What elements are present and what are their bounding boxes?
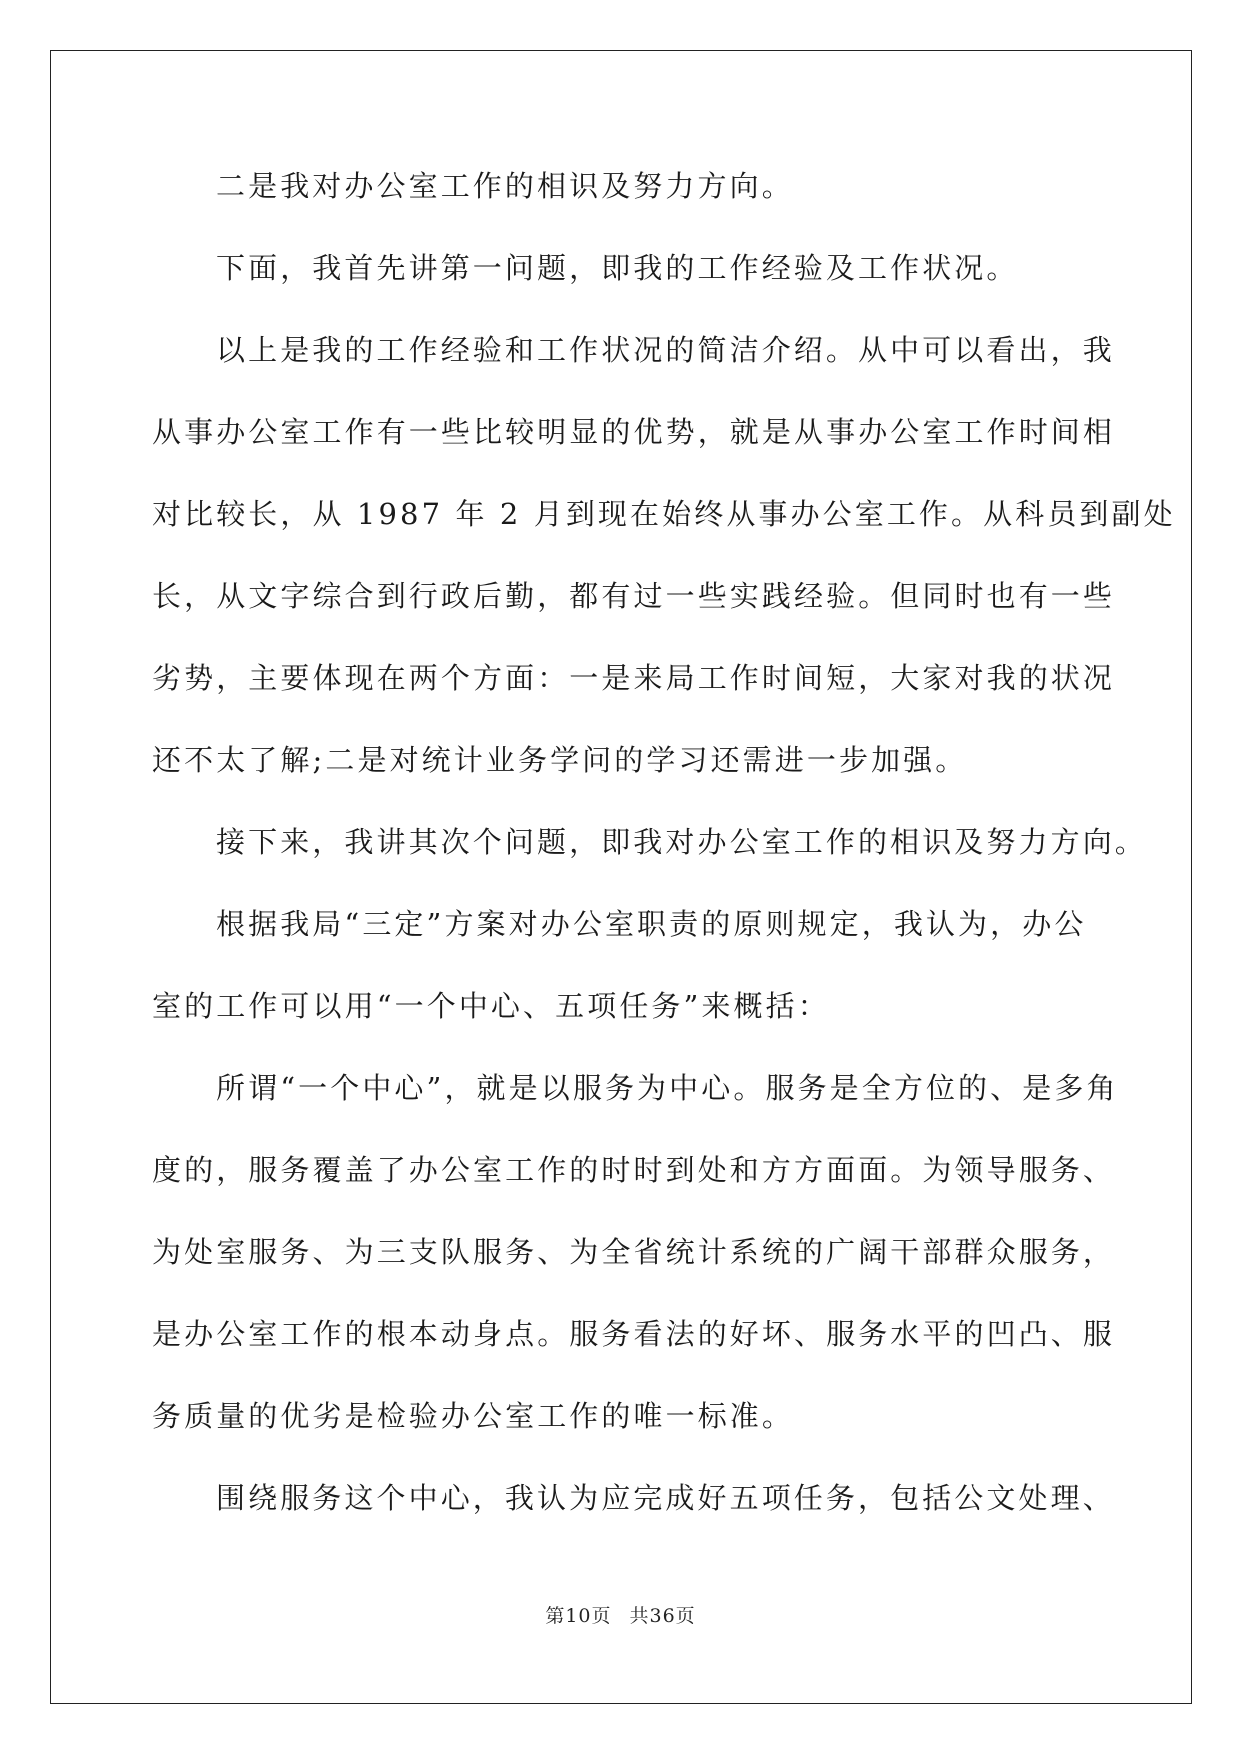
text-line: 接下来，我讲其次个问题，即我对办公室工作的相识及努力方向。 bbox=[216, 825, 1147, 859]
document-body bbox=[152, 145, 1176, 1539]
text-line: 室的工作可以用“一个中心、五项任务”来概括： bbox=[152, 989, 830, 1023]
text-line: 以上是我的工作经验和工作状况的简洁介绍。从中可以看出，我 bbox=[216, 333, 1115, 367]
text-line: 务质量的优劣是检验办公室工作的唯一标准。 bbox=[152, 1399, 795, 1433]
text-line: 长，从文字综合到行政后勤，都有过一些实践经验。但同时也有一些 bbox=[152, 579, 1116, 613]
page-footer bbox=[0, 1601, 1241, 1628]
text-line: 劣势，主要体现在两个方面：一是来局工作时间短，大家对我的状况 bbox=[152, 661, 1116, 695]
text-line: 根据我局“三定”方案对办公室职责的原则规定，我认为，办公 bbox=[216, 907, 1087, 941]
text-line: 为处室服务、为三支队服务、为全省统计系统的广阔干部群众服务， bbox=[152, 1235, 1116, 1269]
text-line: 围绕服务这个中心，我认为应完成好五项任务，包括公文处理、 bbox=[216, 1481, 1115, 1515]
text-line: 从事办公室工作有一些比较明显的优势，就是从事办公室工作时间相 bbox=[152, 415, 1116, 449]
text-line: 下面，我首先讲第一问题，即我的工作经验及工作状况。 bbox=[216, 251, 1019, 285]
text-line: 度的，服务覆盖了办公室工作的时时到处和方方面面。为领导服务、 bbox=[152, 1153, 1116, 1187]
text-line: 还不太了解;二是对统计业务学问的学习还需进一步加强。 bbox=[152, 743, 968, 777]
text-line: 二是我对办公室工作的相识及努力方向。 bbox=[216, 169, 794, 203]
current-page-number: 第10页 bbox=[545, 1605, 612, 1627]
total-pages: 共36页 bbox=[629, 1605, 696, 1627]
text-line: 所谓“一个中心”，就是以服务为中心。服务是全方位的、是多角 bbox=[216, 1071, 1119, 1105]
text-line: 是办公室工作的根本动身点。服务看法的好坏、服务水平的凹凸、服 bbox=[152, 1317, 1116, 1351]
text-line: 对比较长，从 1987 年 2 月到现在始终从事办公室工作。从科员到副处 bbox=[152, 497, 1176, 531]
